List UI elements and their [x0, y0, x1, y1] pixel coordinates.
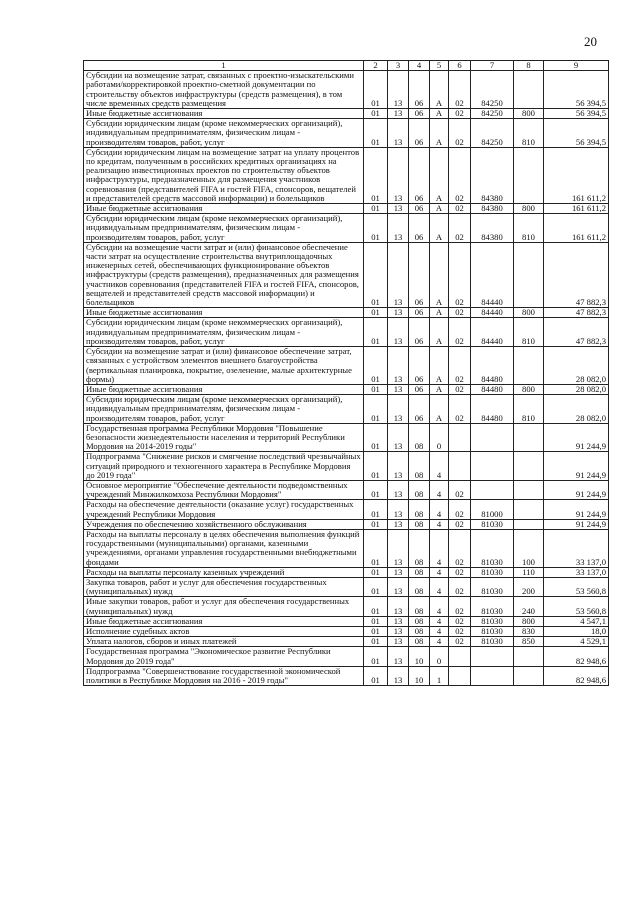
- subsection-code: 13: [388, 347, 409, 385]
- direction-code: 84250: [471, 119, 514, 148]
- event-code: 02: [449, 204, 471, 214]
- subsection-code: 13: [388, 577, 409, 596]
- subsection-code: 13: [388, 308, 409, 318]
- table-row: [84, 423, 609, 452]
- direction-code: 81030: [471, 529, 514, 567]
- subprogram-code: 4: [430, 480, 449, 499]
- column-header: 9: [544, 61, 609, 71]
- event-code: 02: [449, 308, 471, 318]
- event-code: 02: [449, 480, 471, 499]
- event-code: 02: [449, 214, 471, 243]
- event-code: 02: [449, 71, 471, 109]
- event-code: 02: [449, 500, 471, 519]
- amount: 91 244,9: [544, 423, 609, 452]
- amount: 91 244,9: [544, 452, 609, 481]
- program-code: 06: [409, 214, 430, 243]
- program-code: 08: [409, 480, 430, 499]
- direction-code: 81030: [471, 616, 514, 626]
- event-code: 02: [449, 519, 471, 529]
- subprogram-code: 1: [430, 666, 449, 685]
- program-code: 06: [409, 109, 430, 119]
- table-row: [84, 577, 609, 596]
- direction-code: 81030: [471, 519, 514, 529]
- event-code: 02: [449, 597, 471, 616]
- row-name: Субсидии на возмещение части затрат и (или) финансовое обеспечение части затрат на осуществление строительства внутриплощадочных инженерных сетей, обеспечивающих функционирование объектов инфраструктуры (средств размещения), предназначенных для размещения участников соревнования (представителей FIFA и гостей FIFA, спонсоров, вещателей и представителей средств массовой информации) и болельщиков: [84, 242, 364, 307]
- expense-type-code: 100: [514, 529, 544, 567]
- subsection-code: 13: [388, 519, 409, 529]
- subprogram-code: А: [430, 384, 449, 394]
- amount: 91 244,9: [544, 500, 609, 519]
- section-code: 01: [364, 519, 388, 529]
- expense-type-code: [514, 71, 544, 109]
- subsection-code: 13: [388, 616, 409, 626]
- event-code: [449, 423, 471, 452]
- direction-code: 84250: [471, 109, 514, 119]
- direction-code: 84250: [471, 71, 514, 109]
- event-code: 02: [449, 637, 471, 647]
- section-code: 01: [364, 480, 388, 499]
- column-header: 2: [364, 61, 388, 71]
- subprogram-code: А: [430, 347, 449, 385]
- expense-type-code: [514, 480, 544, 499]
- amount: 47 882,3: [544, 242, 609, 307]
- direction-code: 84440: [471, 318, 514, 347]
- section-code: 01: [364, 119, 388, 148]
- expense-type-code: 800: [514, 384, 544, 394]
- amount: 47 882,3: [544, 308, 609, 318]
- subsection-code: 13: [388, 647, 409, 666]
- table-row: [84, 637, 609, 647]
- program-code: 06: [409, 308, 430, 318]
- section-code: 01: [364, 626, 388, 636]
- program-code: 06: [409, 318, 430, 347]
- row-name: Основное мероприятие "Обеспечение деятельности подведомственных учреждений Минжилкомхоза Республики Мордовия": [84, 480, 364, 499]
- expense-type-code: [514, 147, 544, 203]
- expense-type-code: 800: [514, 204, 544, 214]
- direction-code: [471, 423, 514, 452]
- direction-code: 81030: [471, 597, 514, 616]
- expense-type-code: [514, 666, 544, 685]
- table-row: [84, 119, 609, 148]
- amount: 161 611,2: [544, 147, 609, 203]
- column-header: 1: [84, 61, 364, 71]
- subsection-code: 13: [388, 666, 409, 685]
- event-code: 02: [449, 109, 471, 119]
- program-code: 08: [409, 423, 430, 452]
- row-name: Иные бюджетные ассигнования: [84, 308, 364, 318]
- direction-code: 81030: [471, 567, 514, 577]
- section-code: 01: [364, 567, 388, 577]
- amount: 4 547,1: [544, 616, 609, 626]
- direction-code: 84480: [471, 384, 514, 394]
- table-row: [84, 242, 609, 307]
- direction-code: [471, 452, 514, 481]
- row-name: Иные бюджетные ассигнования: [84, 109, 364, 119]
- table-row: [84, 616, 609, 626]
- table-row: [84, 347, 609, 385]
- table-row: [84, 308, 609, 318]
- subprogram-code: 4: [430, 529, 449, 567]
- amount: 56 394,5: [544, 71, 609, 109]
- program-code: 06: [409, 242, 430, 307]
- program-code: 10: [409, 666, 430, 685]
- table-row: [84, 318, 609, 347]
- row-name: Иные бюджетные ассигнования: [84, 204, 364, 214]
- program-code: 10: [409, 647, 430, 666]
- section-code: 01: [364, 147, 388, 203]
- table-row: [84, 452, 609, 481]
- program-code: 06: [409, 71, 430, 109]
- program-code: 08: [409, 529, 430, 567]
- row-name: Исполнение судебных актов: [84, 626, 364, 636]
- column-number-row: [84, 61, 609, 71]
- row-name: Иные бюджетные ассигнования: [84, 384, 364, 394]
- row-name: Субсидии юридическим лицам (кроме некоммерческих организаций), индивидуальным предпринимателям, физическим лицам - производителям товаров, работ, услуг: [84, 119, 364, 148]
- subsection-code: 13: [388, 147, 409, 203]
- event-code: 02: [449, 147, 471, 203]
- subprogram-code: А: [430, 109, 449, 119]
- expense-type-code: 810: [514, 395, 544, 424]
- subsection-code: 13: [388, 204, 409, 214]
- section-code: 01: [364, 204, 388, 214]
- subsection-code: 13: [388, 318, 409, 347]
- program-code: 08: [409, 597, 430, 616]
- section-code: 01: [364, 597, 388, 616]
- section-code: 01: [364, 647, 388, 666]
- subsection-code: 13: [388, 626, 409, 636]
- subsection-code: 13: [388, 214, 409, 243]
- amount: 28 082,0: [544, 384, 609, 394]
- expense-type-code: 850: [514, 637, 544, 647]
- event-code: 02: [449, 242, 471, 307]
- direction-code: 81000: [471, 500, 514, 519]
- table-row: [84, 500, 609, 519]
- subprogram-code: 4: [430, 500, 449, 519]
- subprogram-code: А: [430, 204, 449, 214]
- section-code: 01: [364, 242, 388, 307]
- column-header: 7: [471, 61, 514, 71]
- program-code: 08: [409, 452, 430, 481]
- section-code: 01: [364, 318, 388, 347]
- event-code: 02: [449, 567, 471, 577]
- row-name: Государственная программа Республики Мордовия "Повышение безопасности жизнедеятельности населения и территорий Республики Мордовия на 2014-2019 годы": [84, 423, 364, 452]
- subprogram-code: А: [430, 147, 449, 203]
- subprogram-code: 0: [430, 423, 449, 452]
- amount: 161 611,2: [544, 214, 609, 243]
- section-code: 01: [364, 384, 388, 394]
- program-code: 08: [409, 637, 430, 647]
- subsection-code: 13: [388, 119, 409, 148]
- section-code: 01: [364, 214, 388, 243]
- subprogram-code: 4: [430, 452, 449, 481]
- expense-type-code: 800: [514, 616, 544, 626]
- subprogram-code: 0: [430, 647, 449, 666]
- section-code: 01: [364, 71, 388, 109]
- event-code: 02: [449, 395, 471, 424]
- section-code: 01: [364, 109, 388, 119]
- row-name: Иные бюджетные ассигнования: [84, 616, 364, 626]
- table-body: [84, 61, 609, 686]
- table-row: [84, 71, 609, 109]
- expense-type-code: 810: [514, 119, 544, 148]
- direction-code: 84480: [471, 347, 514, 385]
- event-code: 02: [449, 384, 471, 394]
- direction-code: 84380: [471, 204, 514, 214]
- direction-code: [471, 480, 514, 499]
- program-code: 06: [409, 204, 430, 214]
- amount: 56 394,5: [544, 119, 609, 148]
- subprogram-code: 4: [430, 519, 449, 529]
- column-header: 6: [449, 61, 471, 71]
- program-code: 06: [409, 147, 430, 203]
- subsection-code: 13: [388, 637, 409, 647]
- subsection-code: 13: [388, 597, 409, 616]
- table-row: [84, 529, 609, 567]
- amount: 28 082,0: [544, 395, 609, 424]
- subsection-code: 13: [388, 423, 409, 452]
- subprogram-code: А: [430, 214, 449, 243]
- row-name: Государственная программа "Экономическое развитие Республики Мордовия до 2019 года": [84, 647, 364, 666]
- event-code: [449, 666, 471, 685]
- event-code: [449, 647, 471, 666]
- table-row: [84, 147, 609, 203]
- subsection-code: 13: [388, 567, 409, 577]
- table-row: [84, 480, 609, 499]
- subprogram-code: 4: [430, 637, 449, 647]
- row-name: Субсидии юридическим лицам (кроме некоммерческих организаций), индивидуальным предпринимателям, физическим лицам - производителям товаров, работ, услуг: [84, 395, 364, 424]
- expense-type-code: [514, 647, 544, 666]
- row-name: Подпрограмма "Снижение рисков и смягчение последствий чрезвычайных ситуаций природного и техногенного характера в Республике Мордовия до 2019 года": [84, 452, 364, 481]
- amount: 53 560,8: [544, 597, 609, 616]
- expense-type-code: [514, 347, 544, 385]
- subsection-code: 13: [388, 452, 409, 481]
- expense-type-code: 830: [514, 626, 544, 636]
- amount: 28 082,0: [544, 347, 609, 385]
- budget-table: [83, 60, 609, 686]
- row-name: Закупка товаров, работ и услуг для обеспечения государственных (муниципальных) нужд: [84, 577, 364, 596]
- expense-type-code: [514, 423, 544, 452]
- direction-code: 84380: [471, 214, 514, 243]
- direction-code: 84440: [471, 308, 514, 318]
- column-header: 5: [430, 61, 449, 71]
- direction-code: 81030: [471, 637, 514, 647]
- table-row: [84, 626, 609, 636]
- expense-type-code: 110: [514, 567, 544, 577]
- direction-code: 81030: [471, 577, 514, 596]
- expense-type-code: 810: [514, 318, 544, 347]
- amount: 18,0: [544, 626, 609, 636]
- expense-type-code: 800: [514, 109, 544, 119]
- row-name: Уплата налогов, сборов и иных платежей: [84, 637, 364, 647]
- column-header: 3: [388, 61, 409, 71]
- expense-type-code: 200: [514, 577, 544, 596]
- amount: 56 394,5: [544, 109, 609, 119]
- program-code: 08: [409, 577, 430, 596]
- subprogram-code: А: [430, 119, 449, 148]
- table-row: [84, 567, 609, 577]
- section-code: 01: [364, 395, 388, 424]
- subsection-code: 13: [388, 480, 409, 499]
- section-code: 01: [364, 500, 388, 519]
- amount: 47 882,3: [544, 318, 609, 347]
- subsection-code: 13: [388, 242, 409, 307]
- amount: 33 137,0: [544, 529, 609, 567]
- event-code: 02: [449, 347, 471, 385]
- row-name: Субсидии юридическим лицам (кроме некоммерческих организаций), индивидуальным предпринимателям, физическим лицам - производителям товаров, работ, услуг: [84, 214, 364, 243]
- direction-code: [471, 666, 514, 685]
- subsection-code: 13: [388, 500, 409, 519]
- amount: 4 529,1: [544, 637, 609, 647]
- column-header: 8: [514, 61, 544, 71]
- subprogram-code: А: [430, 395, 449, 424]
- amount: 82 948,6: [544, 666, 609, 685]
- event-code: 02: [449, 529, 471, 567]
- expense-type-code: [514, 242, 544, 307]
- column-header: 4: [409, 61, 430, 71]
- subsection-code: 13: [388, 529, 409, 567]
- program-code: 08: [409, 616, 430, 626]
- subprogram-code: 4: [430, 597, 449, 616]
- expense-type-code: [514, 452, 544, 481]
- section-code: 01: [364, 637, 388, 647]
- row-name: Расходы на обеспечение деятельности (оказание услуг) государственных учреждений Республики Мордовия: [84, 500, 364, 519]
- event-code: 02: [449, 616, 471, 626]
- subprogram-code: А: [430, 308, 449, 318]
- subprogram-code: 4: [430, 577, 449, 596]
- amount: 53 560,8: [544, 577, 609, 596]
- expense-type-code: [514, 519, 544, 529]
- event-code: 02: [449, 626, 471, 636]
- expense-type-code: 810: [514, 214, 544, 243]
- table-row: [84, 384, 609, 394]
- event-code: [449, 452, 471, 481]
- expense-type-code: 800: [514, 308, 544, 318]
- page-number: 20: [584, 34, 597, 49]
- row-name: Иные закупки товаров, работ и услуг для обеспечения государственных (муниципальных) нужд: [84, 597, 364, 616]
- program-code: 06: [409, 119, 430, 148]
- subprogram-code: А: [430, 71, 449, 109]
- section-code: 01: [364, 577, 388, 596]
- row-name: Подпрограмма "Совершенствование государственной экономической политики в Республике Мордовия на 2016 - 2019 годы": [84, 666, 364, 685]
- amount: 91 244,9: [544, 519, 609, 529]
- program-code: 08: [409, 567, 430, 577]
- direction-code: 81030: [471, 626, 514, 636]
- table-row: [84, 597, 609, 616]
- program-code: 08: [409, 519, 430, 529]
- row-name: Субсидии юридическим лицам на возмещение затрат на уплату процентов по кредитам, полученным в российских кредитных организациях на реализацию инвестиционных проектов по строительству объектов инфраструктуры, предназначенных для размещения участников соревнования (представителей FIFA и гостей FIFA, спонсоров, вещателей и представителей средств массовой информации) и болельщиков: [84, 147, 364, 203]
- table-row: [84, 395, 609, 424]
- direction-code: 84440: [471, 242, 514, 307]
- subprogram-code: А: [430, 318, 449, 347]
- table-row: [84, 519, 609, 529]
- row-name: Расходы на выплаты персоналу казенных учреждений: [84, 567, 364, 577]
- row-name: Субсидии юридическим лицам (кроме некоммерческих организаций), индивидуальным предпринимателям, физическим лицам - производителям товаров, работ, услуг: [84, 318, 364, 347]
- table-row: [84, 214, 609, 243]
- amount: 161 611,2: [544, 204, 609, 214]
- table-row: [84, 109, 609, 119]
- subsection-code: 13: [388, 395, 409, 424]
- event-code: 02: [449, 119, 471, 148]
- program-code: 06: [409, 347, 430, 385]
- subsection-code: 13: [388, 109, 409, 119]
- subprogram-code: 4: [430, 626, 449, 636]
- section-code: 01: [364, 452, 388, 481]
- section-code: 01: [364, 347, 388, 385]
- subprogram-code: 4: [430, 567, 449, 577]
- amount: 82 948,6: [544, 647, 609, 666]
- subsection-code: 13: [388, 384, 409, 394]
- subprogram-code: А: [430, 242, 449, 307]
- event-code: 02: [449, 318, 471, 347]
- section-code: 01: [364, 423, 388, 452]
- section-code: 01: [364, 666, 388, 685]
- amount: 91 244,9: [544, 480, 609, 499]
- program-code: 06: [409, 395, 430, 424]
- direction-code: [471, 647, 514, 666]
- expense-type-code: [514, 500, 544, 519]
- section-code: 01: [364, 529, 388, 567]
- table-row: [84, 666, 609, 685]
- direction-code: 84380: [471, 147, 514, 203]
- program-code: 06: [409, 384, 430, 394]
- row-name: Субсидии на возмещение затрат, связанных с проектно-изыскательскими работами/корректировкой проектно-сметной документации по строительству объектов инфраструктуры (средств размещения), в том числе временных средств размещения: [84, 71, 364, 109]
- row-name: Субсидии на возмещение затрат и (или) финансовое обеспечение затрат, связанных с устройством элементов внешнего благоустройства (вертикальная планировка, покрытие, озеленение, малые архитектурные формы): [84, 347, 364, 385]
- subprogram-code: 4: [430, 616, 449, 626]
- direction-code: 84480: [471, 395, 514, 424]
- table-row: [84, 647, 609, 666]
- program-code: 08: [409, 500, 430, 519]
- section-code: 01: [364, 308, 388, 318]
- row-name: Учреждения по обеспечению хозяйственного обслуживания: [84, 519, 364, 529]
- event-code: 02: [449, 577, 471, 596]
- expense-type-code: 240: [514, 597, 544, 616]
- program-code: 08: [409, 626, 430, 636]
- amount: 33 137,0: [544, 567, 609, 577]
- table-row: [84, 204, 609, 214]
- row-name: Расходы на выплаты персоналу в целях обеспечения выполнения функций государственными (муниципальными) органами, казенными учреждениями, органами управления государственными внебюджетными фондами: [84, 529, 364, 567]
- section-code: 01: [364, 616, 388, 626]
- subsection-code: 13: [388, 71, 409, 109]
